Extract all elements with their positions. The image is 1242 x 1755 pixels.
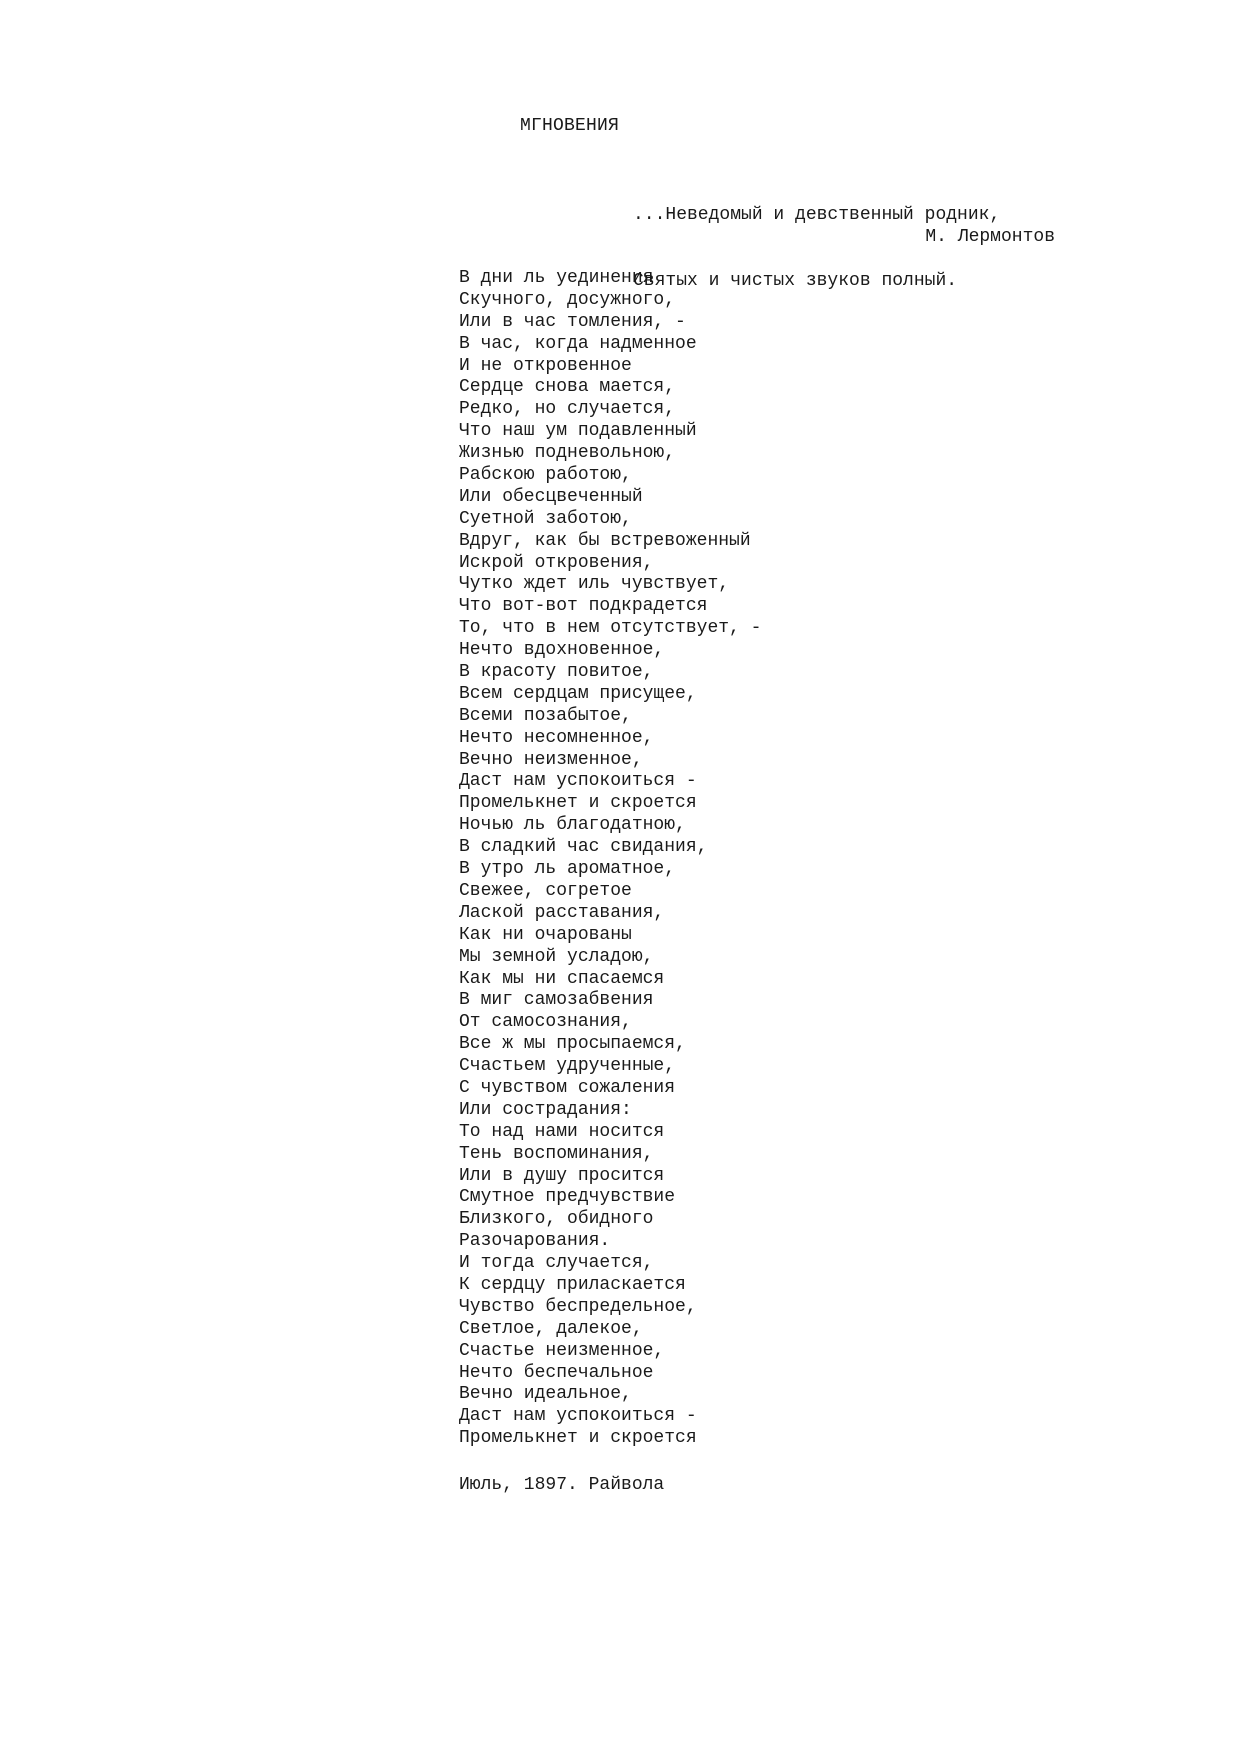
poem-line: Нечто несомненное,	[459, 727, 654, 748]
poem-line: Разочарования.	[459, 1231, 611, 1252]
poem-line: И не откровенное	[459, 355, 632, 376]
poem-line: Вдруг, как бы встревоженный	[459, 530, 751, 551]
poem-line: Или сострадания:	[459, 1099, 632, 1120]
poem-line: Что наш ум подавленный	[459, 421, 697, 442]
poem-line: Или в душу просится	[459, 1165, 665, 1186]
poem-line: От самосознания,	[459, 1012, 632, 1033]
poem-line: Вечно неизменное,	[459, 749, 643, 770]
poem-line: Мы земной усладою,	[459, 946, 654, 967]
poem-line: Светлое, далекое,	[459, 1318, 643, 1339]
poem-line: В сладкий час свидания,	[459, 837, 708, 858]
poem-line: Ночью ль благодатною,	[459, 815, 686, 836]
poem-line: Как ни очарованы	[459, 924, 632, 945]
poem-line: Суетной заботою,	[459, 508, 632, 529]
poem-line: Нечто вдохновенное,	[459, 640, 665, 661]
poem-line: Искрой откровения,	[459, 552, 654, 573]
poem-line: Смутное предчувствие	[459, 1187, 676, 1208]
poem-line: Даст нам успокоиться -	[459, 1406, 697, 1427]
poem-line: И тогда случается,	[459, 1253, 654, 1274]
poem-line: Скучного, досужного,	[459, 289, 676, 310]
poem-line: Чутко ждет иль чувствует,	[459, 574, 730, 595]
poem-line: Промелькнет и скроется	[459, 793, 697, 814]
poem-line: Как мы ни спасаемся	[459, 968, 665, 989]
poem-line: В утро ль ароматное,	[459, 859, 676, 880]
poem-line: Свежее, согретое	[459, 880, 632, 901]
poem-line: То над нами носится	[459, 1121, 665, 1142]
poem-line: Или обесцвеченный	[459, 486, 643, 507]
poem-line: В дни ль уединения	[459, 268, 654, 288]
poem-line: Чувство беспредельное,	[459, 1296, 697, 1317]
poem-title: МГНОВЕНИЯ	[520, 116, 620, 136]
poem-line: К сердцу приласкается	[459, 1274, 686, 1295]
poem-line: Счастьем удрученные,	[459, 1056, 676, 1077]
date-place: Июль, 1897. Райвола	[459, 1475, 665, 1495]
poem-line: С чувством сожаления	[459, 1077, 676, 1098]
poem-line: В красоту повитое,	[459, 662, 654, 683]
poem-line: Всем сердцам присущее,	[459, 683, 697, 704]
poem-line: Промелькнет и скроется	[459, 1428, 697, 1449]
poem-line: Тень воспоминания,	[459, 1143, 654, 1164]
poem-line: Всеми позабытое,	[459, 705, 632, 726]
poem-line: Счастье неизменное,	[459, 1340, 665, 1361]
poem-line: Все ж мы просыпаемся,	[459, 1034, 686, 1055]
poem-line: Что вот-вот подкрадется	[459, 596, 708, 617]
poem-line: Жизнью подневольною,	[459, 443, 676, 464]
poem-line: Вечно идеальное,	[459, 1384, 632, 1405]
poem-line: Даст нам успокоиться -	[459, 771, 697, 792]
poem-line: Сердце снова мается,	[459, 377, 676, 398]
poem-body	[459, 268, 761, 1450]
poem-line: Нечто беспечальное	[459, 1362, 654, 1383]
epigraph-line: Святых и чистых звуков полный.	[633, 271, 958, 291]
poem-line: В миг самозабвения	[459, 990, 654, 1011]
poem-line: Лаской расставания,	[459, 902, 665, 923]
poem-line: В час, когда надменное	[459, 333, 697, 354]
poem-line: Рабскою работою,	[459, 465, 632, 486]
poem-line: Или в час томления, -	[459, 311, 686, 332]
poem-line: То, что в нем отсутствует, -	[459, 618, 762, 639]
epigraph-line: ...Неведомый и девственный родник,	[633, 205, 1001, 225]
epigraph-attribution: М. Лермонтов	[925, 227, 1055, 247]
poem-line: Близкого, обидного	[459, 1209, 654, 1230]
poem-line: Редко, но случается,	[459, 399, 676, 420]
